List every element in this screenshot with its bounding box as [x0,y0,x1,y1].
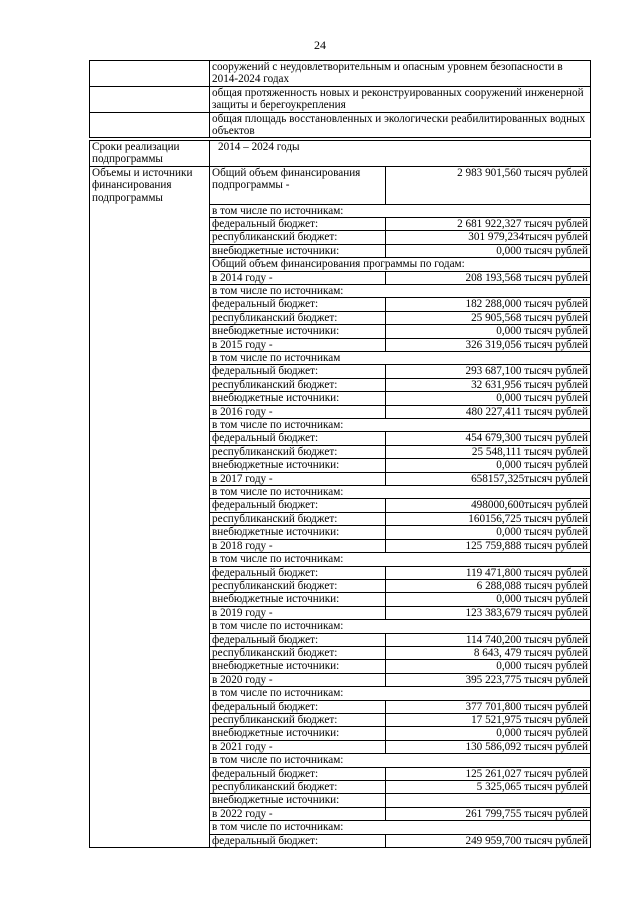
year-label: в 2021 году - [210,740,386,753]
year-source-label: федеральный бюджет: [210,566,386,579]
year-source-row [90,378,591,391]
year-sources-caption-row [90,419,591,432]
label-column-cell [90,298,210,311]
year-source-value: 377 701,800 тысяч рублей [386,700,591,713]
year-sources-caption: в том числе по источникам: [210,754,591,767]
label-column-cell [90,700,210,713]
empty-label-cell [90,61,210,87]
deadlines-label: Сроки реализации подпрограммы [90,141,210,167]
year-source-row [90,499,591,512]
year-source-label: республиканский бюджет: [210,378,386,391]
label-column-cell [90,271,210,284]
indicator-text: сооружений с неудовлетворительным и опасным уровнем безопасности в 2014-2024 годах [210,61,591,87]
year-source-label: федеральный бюджет: [210,499,386,512]
deadlines-row [90,141,591,167]
year-source-row [90,311,591,324]
year-total-row [90,472,591,485]
indicator-row [90,112,591,138]
year-source-value: 5 325,065 тысяч рублей [386,781,591,794]
total-label: Общий объем финансирования подпрограммы - [210,166,386,204]
year-source-label: республиканский бюджет: [210,781,386,794]
financing-table [89,140,591,848]
year-source-label: республиканский бюджет: [210,512,386,525]
source-row [90,244,591,257]
source-value: 301 979,234тысяч рублей [386,231,591,244]
year-value: 658157,325тысяч рублей [386,472,591,485]
year-source-label: федеральный бюджет: [210,432,386,445]
year-source-value: 25 905,568 тысяч рублей [386,311,591,324]
indicators-table [89,60,591,138]
year-source-row [90,566,591,579]
label-column-cell [90,539,210,552]
label-column-cell [90,579,210,592]
year-source-label: внебюджетные источники: [210,459,386,472]
label-column-cell [90,566,210,579]
year-label: в 2018 году - [210,539,386,552]
source-row [90,231,591,244]
label-column-cell [90,217,210,230]
year-value: 125 759,888 тысяч рублей [386,539,591,552]
label-column-cell [90,325,210,338]
year-sources-caption-row [90,486,591,499]
year-source-row [90,365,591,378]
label-column-cell [90,405,210,418]
year-source-row [90,325,591,338]
year-sources-caption: в том числе по источникам: [210,821,591,834]
year-source-value: 454 679,300 тысяч рублей [386,432,591,445]
year-total-row [90,405,591,418]
page-number: 24 [314,38,326,52]
year-label: в 2016 году - [210,405,386,418]
year-total-row [90,606,591,619]
label-column-cell [90,807,210,820]
year-source-label: федеральный бюджет: [210,767,386,780]
label-column-cell [90,740,210,753]
label-column-cell [90,834,210,847]
year-source-label: федеральный бюджет: [210,700,386,713]
sources-caption-row [90,204,591,217]
year-value: 130 586,092 тысяч рублей [386,740,591,753]
label-column-cell [90,727,210,740]
year-total-row [90,807,591,820]
total-value: 2 983 901,560 тысяч рублей [386,166,591,204]
year-source-label: республиканский бюджет: [210,579,386,592]
year-source-row [90,834,591,847]
year-sources-caption-row [90,754,591,767]
year-source-label: внебюджетные источники: [210,727,386,740]
source-value: 0,000 тысяч рублей [386,244,591,257]
year-source-value: 293 687,100 тысяч рублей [386,365,591,378]
year-source-row [90,713,591,726]
year-source-value: 182 288,000 тысяч рублей [386,298,591,311]
year-source-row [90,593,591,606]
label-column-cell [90,794,210,807]
label-column-cell [90,593,210,606]
year-source-label: внебюджетные источники: [210,526,386,539]
label-column-cell [90,459,210,472]
year-source-value: 17 521,975 тысяч рублей [386,713,591,726]
year-source-label: федеральный бюджет: [210,834,386,847]
label-column-cell [90,432,210,445]
year-source-row [90,512,591,525]
year-source-value: 119 471,800 тысяч рублей [386,566,591,579]
empty-label-cell [90,86,210,112]
source-value: 2 681 922,327 тысяч рублей [386,217,591,230]
label-column-cell [90,378,210,391]
financing-label: Объемы и источники финансирования подпрограммы [90,166,210,204]
year-sources-caption: в том числе по источникам: [210,284,591,297]
label-column-cell [90,526,210,539]
label-column-cell [90,486,210,499]
year-source-value: 25 548,111 тысяч рублей [386,445,591,458]
year-sources-caption-row [90,620,591,633]
year-source-row [90,646,591,659]
year-source-value: 0,000 тысяч рублей [386,526,591,539]
label-column-cell [90,445,210,458]
year-source-value: 0,000 тысяч рублей [386,660,591,673]
label-column-cell [90,781,210,794]
year-label: в 2015 году - [210,338,386,351]
label-column-cell [90,258,210,271]
year-label: в 2022 году - [210,807,386,820]
year-sources-caption-row [90,352,591,365]
year-sources-caption: в том числе по источникам: [210,553,591,566]
year-source-label: внебюджетные источники: [210,392,386,405]
sources-caption: в том числе по источникам: [210,204,591,217]
year-value: 326 319,056 тысяч рублей [386,338,591,351]
label-column-cell [90,284,210,297]
indicator-row [90,61,591,87]
year-source-row [90,727,591,740]
year-source-label: республиканский бюджет: [210,713,386,726]
year-sources-caption: в том числе по источникам: [210,620,591,633]
year-source-value: 32 631,956 тысяч рублей [386,378,591,391]
year-source-label: федеральный бюджет: [210,365,386,378]
year-value: 208 193,568 тысяч рублей [386,271,591,284]
year-source-row [90,767,591,780]
source-label: федеральный бюджет: [210,217,386,230]
year-source-value: 6 288,088 тысяч рублей [386,579,591,592]
label-column-cell [90,472,210,485]
financing-total-row [90,166,591,204]
year-source-row [90,700,591,713]
label-column-cell [90,687,210,700]
indicator-text: общая площадь восстановленных и экологически реабилитированных водных объектов [210,112,591,138]
year-source-row [90,781,591,794]
year-source-label: внебюджетные источники: [210,794,386,807]
year-sources-caption: в том числе по источникам: [210,486,591,499]
year-total-row [90,539,591,552]
year-source-row [90,794,591,807]
year-source-row [90,298,591,311]
year-value: 395 223,775 тысяч рублей [386,673,591,686]
year-source-row [90,579,591,592]
label-column-cell [90,392,210,405]
year-sources-caption-row [90,284,591,297]
label-column-cell [90,311,210,324]
year-value: 123 383,679 тысяч рублей [386,606,591,619]
label-column-cell [90,821,210,834]
empty-label-cell [90,112,210,138]
label-column-cell [90,713,210,726]
year-source-row [90,459,591,472]
year-label: в 2017 году - [210,472,386,485]
year-label: в 2020 году - [210,673,386,686]
year-source-row [90,392,591,405]
year-source-row [90,526,591,539]
label-column-cell [90,352,210,365]
year-total-row [90,740,591,753]
by-years-caption: Общий объем финансирования программы по годам: [210,258,591,271]
year-source-label: внебюджетные источники: [210,593,386,606]
label-column-cell [90,767,210,780]
year-sources-caption-row [90,553,591,566]
year-source-row [90,445,591,458]
label-column-cell [90,754,210,767]
year-sources-caption-row [90,687,591,700]
year-sources-caption: в том числе по источникам [210,352,591,365]
label-column-cell [90,204,210,217]
year-source-value: 0,000 тысяч рублей [386,593,591,606]
year-source-label: федеральный бюджет: [210,633,386,646]
label-column-cell [90,499,210,512]
label-column-cell [90,553,210,566]
label-column-cell [90,512,210,525]
year-source-value: 249 959,700 тысяч рублей [386,834,591,847]
source-row [90,217,591,230]
year-source-value: 114 740,200 тысяч рублей [386,633,591,646]
year-label: в 2019 году - [210,606,386,619]
year-source-label: республиканский бюджет: [210,445,386,458]
year-value: 261 799,755 тысяч рублей [386,807,591,820]
year-source-label: федеральный бюджет: [210,298,386,311]
source-label: внебюджетные источники: [210,244,386,257]
label-column-cell [90,365,210,378]
year-source-value: 498000,600тысяч рублей [386,499,591,512]
year-source-row [90,432,591,445]
indicator-row [90,86,591,112]
label-column-cell [90,244,210,257]
year-source-label: республиканский бюджет: [210,646,386,659]
year-source-value: 0,000 тысяч рублей [386,392,591,405]
label-column-cell [90,419,210,432]
label-column-cell [90,338,210,351]
year-source-value: 8 643, 479 тысяч рублей [386,646,591,659]
year-sources-caption-row [90,821,591,834]
deadlines-value: 2014 – 2024 годы [210,141,591,167]
indicator-text: общая протяженность новых и реконструированных сооружений инженерной защиты и берегоукрепления [210,86,591,112]
label-column-cell [90,646,210,659]
year-source-value [386,794,591,807]
year-source-value: 125 261,027 тысяч рублей [386,767,591,780]
year-source-row [90,660,591,673]
year-source-row [90,633,591,646]
year-total-row [90,338,591,351]
label-column-cell [90,660,210,673]
label-column-cell [90,673,210,686]
year-source-value: 0,000 тысяч рублей [386,459,591,472]
by-years-caption-row [90,258,591,271]
label-column-cell [90,633,210,646]
year-sources-caption: в том числе по источникам: [210,419,591,432]
year-sources-caption: в том числе по источникам: [210,687,591,700]
year-source-label: внебюджетные источники: [210,660,386,673]
label-column-cell [90,620,210,633]
year-source-value: 0,000 тысяч рублей [386,727,591,740]
label-column-cell [90,231,210,244]
year-source-value: 160156,725 тысяч рублей [386,512,591,525]
year-total-row [90,271,591,284]
year-label: в 2014 году - [210,271,386,284]
label-column-cell [90,606,210,619]
year-source-label: республиканский бюджет: [210,311,386,324]
year-source-label: внебюджетные источники: [210,325,386,338]
year-total-row [90,673,591,686]
year-source-value: 0,000 тысяч рублей [386,325,591,338]
year-value: 480 227,411 тысяч рублей [386,405,591,418]
source-label: республиканский бюджет: [210,231,386,244]
